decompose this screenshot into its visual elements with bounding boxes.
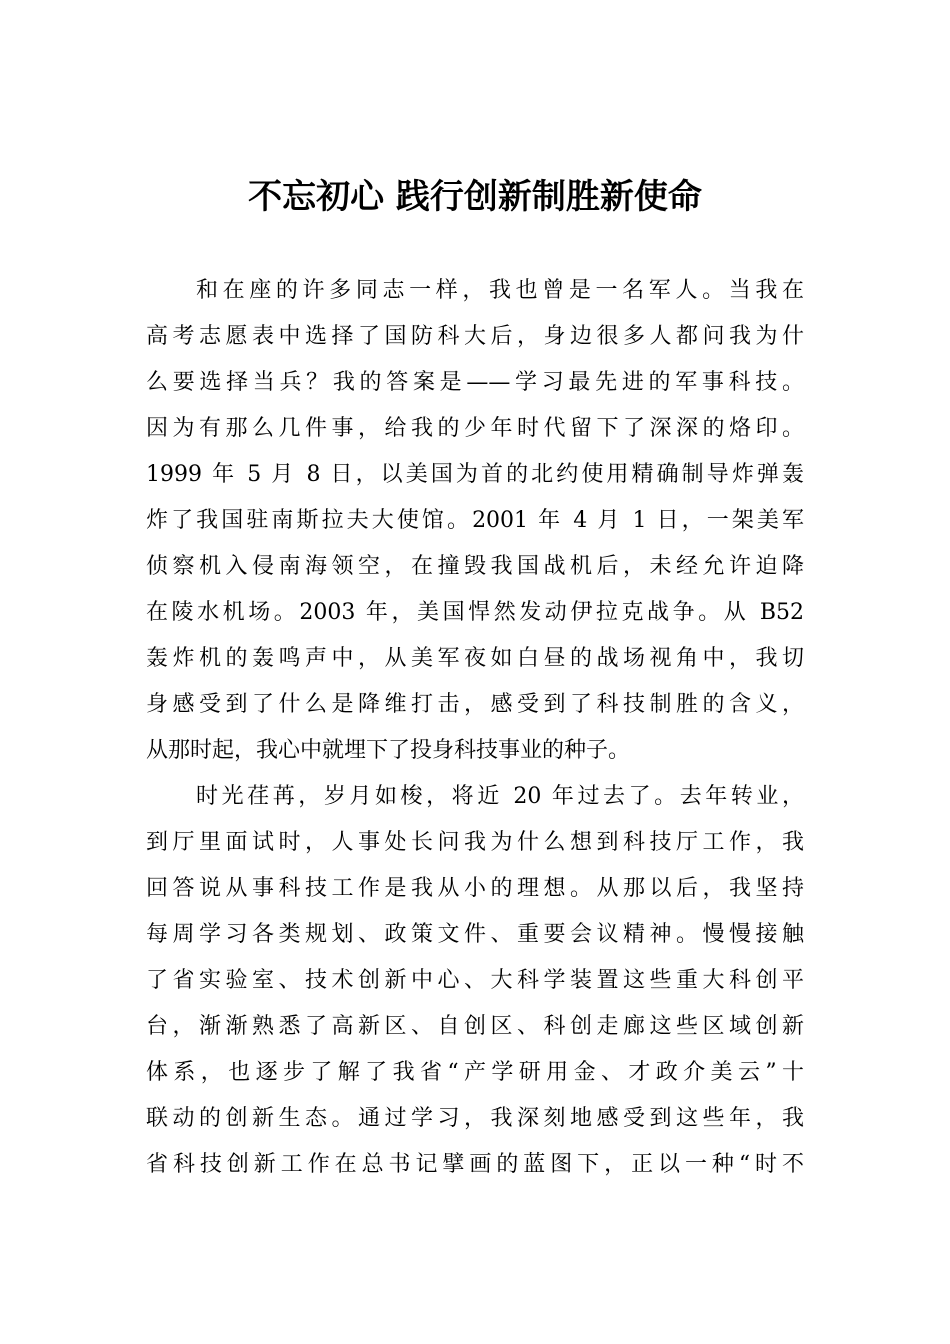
paragraph-2-line-7: 体系，也逐步了解了我省“产学研用金、才政介美云”十 — [146, 1060, 804, 1085]
paragraph-2-line-8: 联动的创新生态。通过学习，我深刻地感受到这些年，我 — [146, 1106, 804, 1131]
paragraph-1-line-10: 身感受到了什么是降维打击，感受到了科技制胜的含义， — [146, 692, 804, 717]
paragraph-1-line-5: 1999 年 5 月 8 日，以美国为首的北约使用精确制导炸弹轰 — [146, 462, 804, 487]
document-title: 不忘初心 践行创新制胜新使命 — [248, 177, 702, 217]
paragraph-1-line-6: 炸了我国驻南斯拉夫大使馆。2001 年 4 月 1 日，一架美军 — [146, 508, 804, 533]
paragraph-2-line-9: 省科技创新工作在总书记擘画的蓝图下，正以一种“时不 — [146, 1152, 804, 1177]
paragraph-1-line-11: 从那时起，我心中就埋下了投身科技事业的种子。 — [146, 738, 631, 763]
paragraph-1-line-1: 和在座的许多同志一样，我也曾是一名军人。当我在 — [196, 278, 804, 303]
paragraph-1-line-4: 因为有那么几件事，给我的少年时代留下了深深的烙印。 — [146, 416, 804, 441]
paragraph-1-line-9: 轰炸机的轰鸣声中，从美军夜如白昼的战场视角中，我切 — [146, 646, 804, 671]
paragraph-2-line-4: 每周学习各类规划、政策文件、重要会议精神。慢慢接触 — [146, 922, 804, 947]
paragraph-1-line-7: 侦察机入侵南海领空，在撞毁我国战机后，未经允许迫降 — [146, 554, 804, 579]
paragraph-2-line-3: 回答说从事科技工作是我从小的理想。从那以后，我坚持 — [146, 876, 804, 901]
paragraph-2-line-6: 台，渐渐熟悉了高新区、自创区、科创走廊这些区域创新 — [146, 1014, 804, 1039]
paragraph-2-line-1: 时光荏苒，岁月如梭，将近 20 年过去了。去年转业， — [196, 784, 804, 809]
paragraph-1-line-8: 在陵水机场。2003 年，美国悍然发动伊拉克战争。从 B52 — [146, 600, 804, 625]
paragraph-1-line-3: 么要选择当兵？我的答案是——学习最先进的军事科技。 — [146, 370, 804, 395]
paragraph-2-line-2: 到厅里面试时，人事处长问我为什么想到科技厅工作，我 — [146, 830, 804, 855]
paragraph-1-line-2: 高考志愿表中选择了国防科大后，身边很多人都问我为什 — [146, 324, 804, 349]
paragraph-2-line-5: 了省实验室、技术创新中心、大科学装置这些重大科创平 — [146, 968, 804, 993]
